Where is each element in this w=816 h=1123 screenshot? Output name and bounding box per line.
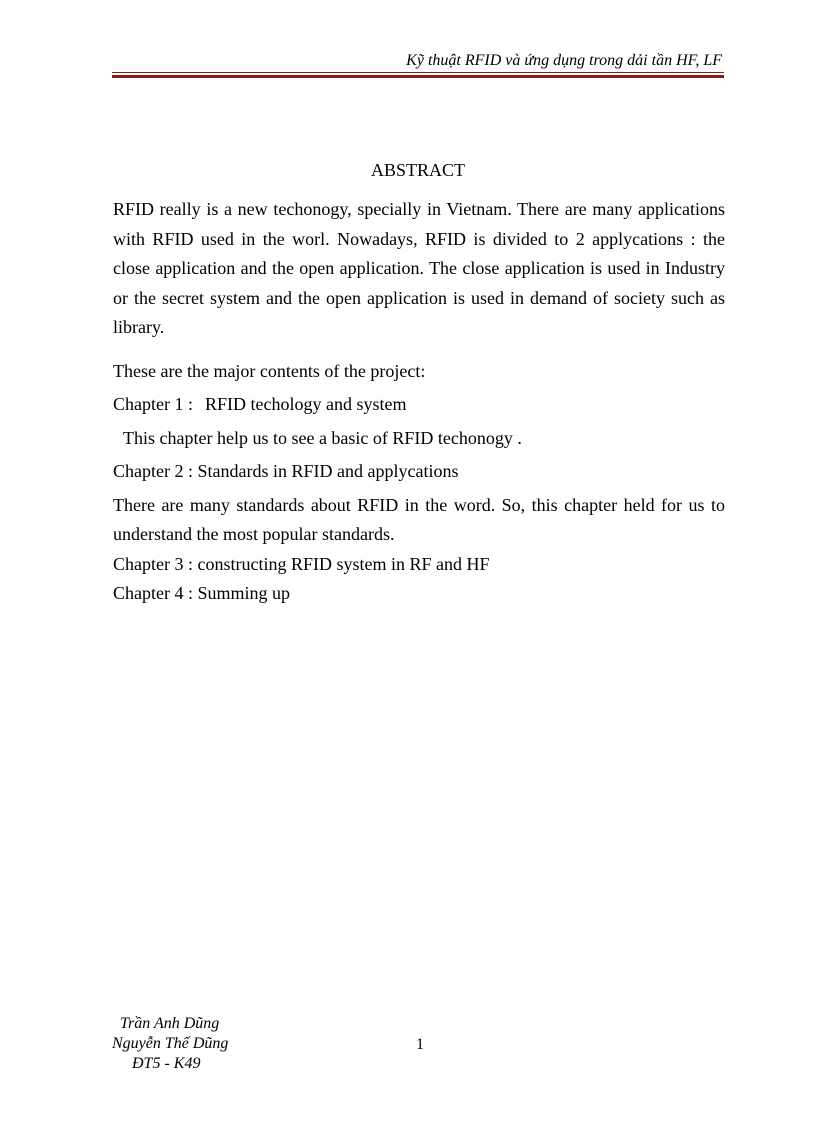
header-rule-thick-line <box>112 75 724 78</box>
chapter-1-label: Chapter 1 : <box>113 394 193 414</box>
running-header-title: Kỹ thuật RFID và ứng dụng trong dải tần HF, LF <box>406 52 722 69</box>
chapter-1-heading <box>113 390 725 420</box>
footer-author-1: Trần Anh Dũng <box>120 1015 220 1032</box>
footer-class: ĐT5 - K49 <box>132 1055 201 1072</box>
chapter-2-description: There are many standards about RFID in the word. So, this chapter held for us to understand the most popular standards. <box>113 494 725 544</box>
header-rule <box>112 72 724 79</box>
chapter-2-heading: Chapter 2 : Standards in RFID and applycations <box>113 461 459 481</box>
chapter-3-heading: Chapter 3 : constructing RFID system in RF and HF <box>113 553 490 574</box>
header-rule-thin-line <box>112 72 724 73</box>
abstract-heading: ABSTRACT <box>370 160 466 180</box>
footer-authors <box>112 1014 228 1074</box>
chapter-1-description: This chapter help us to see a basic of RFID techonogy . <box>123 427 522 448</box>
abstract-body <box>113 195 725 609</box>
chapter-1-title: RFID techology and system <box>204 394 407 414</box>
contents-intro: These are the major contents of the project: <box>113 360 426 381</box>
page-number: 1 <box>416 1036 424 1053</box>
footer-author-2: Nguyễn Thế Dũng <box>112 1035 229 1052</box>
abstract-paragraph: RFID really is a new techonogy, specially in Vietnam. There are many applications with RFID used in the worl. Nowadays, RFID is divided to 2 applycations : the close application and the open application. The close application is used in Industry or the secret system and the open application is used in demand of society such as library. <box>113 199 725 337</box>
chapter-4-heading: Chapter 4 : Summing up <box>113 583 290 603</box>
